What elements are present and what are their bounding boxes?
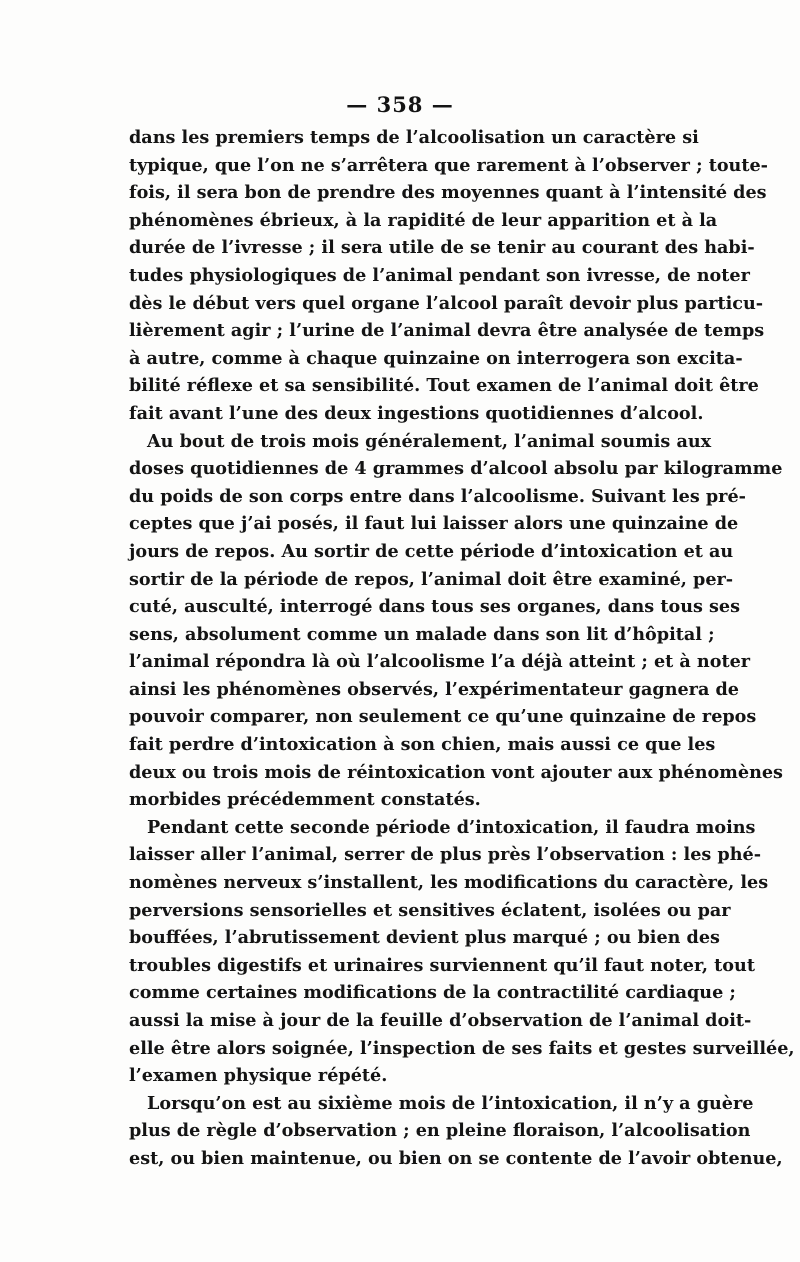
text-line: est, ou bien maintenue, ou bien on se contente de l’avoir obtenue, xyxy=(129,1147,783,1169)
text-line: dans les premiers temps de l’alcoolisation un caractère si xyxy=(129,127,699,148)
text-line: perversions sensorielles et sensitives éclatent, isolées ou par xyxy=(129,899,731,921)
text-line: doses quotidiennes de 4 grammes d’alcool absolu par kilogramme xyxy=(129,458,783,480)
text-line: tudes physiologiques de l’animal pendant son ivresse, de noter xyxy=(129,264,750,286)
paragraph xyxy=(129,1090,783,1173)
text-line: fait perdre d’intoxication à son chien, mais aussi ce que les xyxy=(129,734,716,756)
text-line: comme certaines modifications de la contractilité cardiaque ; xyxy=(129,982,736,1004)
text-line: Lorsqu’on est au sixième mois de l’intoxication, il n’y a guère xyxy=(147,1092,754,1114)
text-line: morbides précédemment constatés. xyxy=(129,789,481,811)
text-line: phénomènes ébrieux, à la rapidité de leur apparition et à la xyxy=(129,209,718,231)
text-line: plus de règle d’observation ; en pleine floraison, l’alcoolisation xyxy=(129,1120,751,1142)
text-line: du poids de son corps entre dans l’alcoolisme. Suivant les pré- xyxy=(129,485,746,507)
paragraph xyxy=(129,124,768,428)
text-line: lièrement agir ; l’urine de l’animal devra être analysée de temps xyxy=(129,320,765,342)
text-line: aussi la mise à jour de la feuille d’observation de l’animal doit- xyxy=(129,1010,752,1031)
text-line: elle être alors soignée, l’inspection de ses faits et gestes surveillée, xyxy=(129,1037,795,1059)
text-line: dès le début vers quel organe l’alcool paraît devoir plus particu- xyxy=(129,292,764,314)
text-line: ceptes que j’ai posés, il faut lui laisser alors une quinzaine de xyxy=(129,513,739,535)
text-line: ainsi les phénomènes observés, l’expérimentateur gagnera de xyxy=(129,678,739,700)
text-line: troubles digestifs et urinaires surviennent qu’il faut noter, tout xyxy=(129,954,755,976)
text-line: Pendant cette seconde période d’intoxication, il faudra moins xyxy=(147,816,756,838)
text-line: laisser aller l’animal, serrer de plus près l’observation : les phé- xyxy=(129,844,762,866)
text-line: l’animal répondra là où l’alcoolisme l’a déjà atteint ; et à noter xyxy=(129,651,751,673)
text-line: durée de l’ivresse ; il sera utile de se tenir au courant des habi- xyxy=(129,237,755,259)
text-line: nomènes nerveux s’installent, les modifications du caractère, les xyxy=(129,872,769,894)
text-line: fois, il sera bon de prendre des moyennes quant à l’intensité des xyxy=(129,182,767,204)
paragraph xyxy=(129,814,795,1090)
text-line: cuté, ausculté, interrogé dans tous ses organes, dans tous ses xyxy=(129,596,741,618)
text-line: sortir de la période de repos, l’animal doit être examiné, per- xyxy=(129,568,734,590)
text-line: l’examen physique répété. xyxy=(129,1065,388,1087)
text-line: fait avant l’une des deux ingestions quotidiennes d’alcool. xyxy=(129,402,704,424)
text-line: jours de repos. Au sortir de cette période d’intoxication et au xyxy=(129,540,734,562)
text-line: typique, que l’on ne s’arrêtera que rarement à l’observer ; toute- xyxy=(129,154,768,176)
text-line: deux ou trois mois de réintoxication vont ajouter aux phénomènes xyxy=(129,761,783,783)
paragraph xyxy=(129,428,783,814)
text-line: à autre, comme à chaque quinzaine on interrogera son excita- xyxy=(129,347,743,369)
text-line: Au bout de trois mois généralement, l’animal soumis aux xyxy=(147,430,712,452)
body-text xyxy=(129,124,795,1173)
page-number: — 358 — xyxy=(346,92,454,117)
text-line: pouvoir comparer, non seulement ce qu’une quinzaine de repos xyxy=(129,706,757,728)
text-line: sens, absolument comme un malade dans son lit d’hôpital ; xyxy=(129,623,715,645)
text-line: bouffées, l’abrutissement devient plus marqué ; ou bien des xyxy=(129,927,720,949)
text-line: bilité réflexe et sa sensibilité. Tout examen de l’animal doit être xyxy=(129,375,759,397)
